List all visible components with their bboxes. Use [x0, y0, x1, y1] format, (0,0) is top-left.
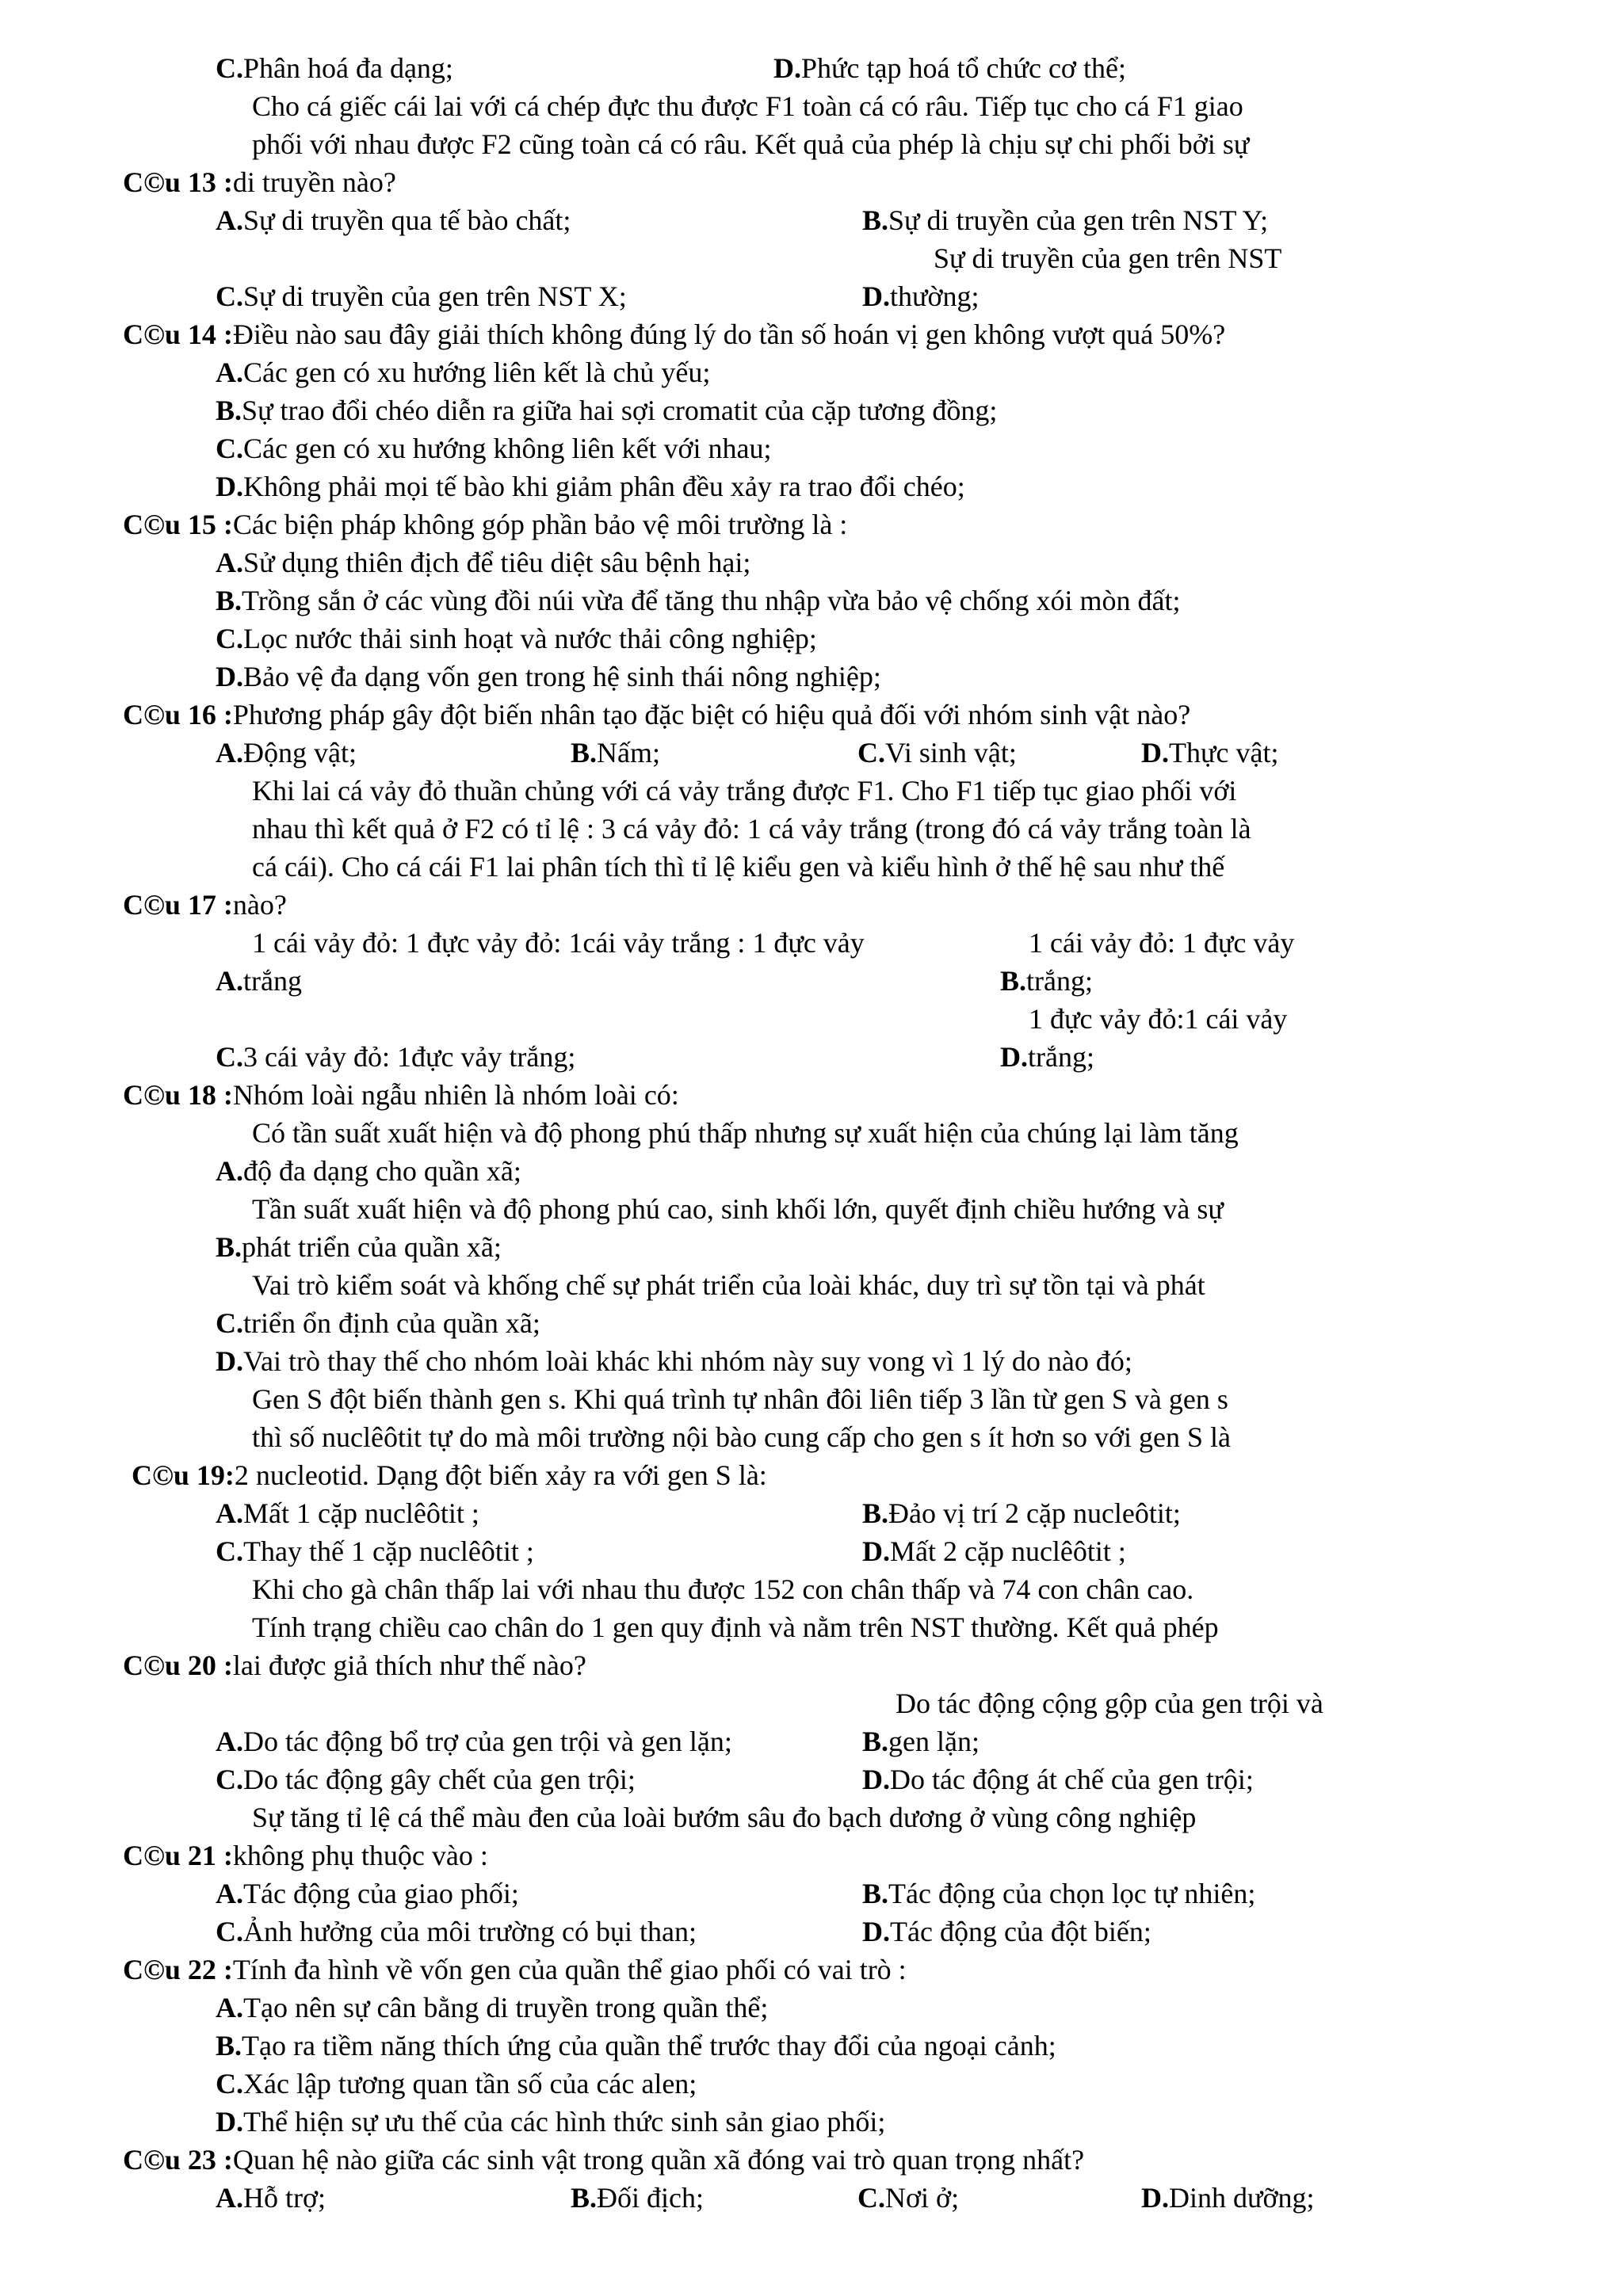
line-label: D. — [862, 280, 890, 312]
line-label: C©u 17 : — [123, 889, 233, 921]
answer-option — [216, 1343, 1132, 1379]
line-label: D. — [862, 1764, 890, 1795]
line-text: Do tác động át chế của gen trội; — [890, 1764, 1254, 1795]
line-text: 2 nucleotid. Dạng đột biến xảy ra với gen S là: — [234, 1459, 767, 1491]
answer-option — [216, 2180, 326, 2216]
line-label: C. — [857, 2182, 885, 2214]
line-label: B. — [216, 2030, 242, 2061]
answer-option — [857, 2180, 959, 2216]
line-label: D. — [216, 1345, 243, 1377]
line-label: D. — [862, 1535, 890, 1567]
line-label: A. — [216, 1878, 243, 1909]
answer-option — [216, 2027, 1056, 2064]
line-text: Sự tăng tỉ lệ cá thể màu đen của loài bướm sâu đo bạch dương ở vùng công nghiệp — [252, 1802, 1197, 1833]
line-label: C©u 16 : — [123, 699, 233, 730]
line-text: phát triển của quần xã; — [242, 1231, 502, 1263]
answer-option — [216, 1305, 540, 1341]
line-text: Tính đa hình về vốn gen của quần thể giao phối có vai trò : — [232, 1954, 907, 1985]
line-text: Có tần suất xuất hiện và độ phong phú thấp nhưng sự xuất hiện của chúng lại làm tăng — [252, 1117, 1239, 1149]
line-label: D. — [1000, 1041, 1028, 1073]
line-label: C©u 14 : — [123, 318, 233, 350]
line-text: Trồng sắn ở các vùng đồi núi vừa để tăng thu nhập vừa bảo vệ chống xói mòn đất; — [242, 585, 1181, 616]
answer-option — [862, 1913, 1151, 1950]
line-text: Mất 2 cặp nuclêôtit ; — [890, 1535, 1126, 1567]
answer-option — [862, 278, 980, 315]
line-text: Nấm; — [597, 737, 660, 769]
line-text: không phụ thuộc vào : — [232, 1840, 488, 1871]
text-line — [252, 1799, 1196, 1836]
line-text: Vi sinh vật; — [885, 737, 1017, 769]
line-label: A. — [216, 965, 243, 997]
question-line — [123, 506, 847, 543]
text-line — [252, 1115, 1239, 1151]
line-text: Sự di truyền qua tế bào chất; — [243, 204, 571, 236]
line-label: D. — [1141, 737, 1169, 769]
line-text: 1 đực vảy đỏ:1 cái vảy — [1029, 1003, 1288, 1035]
answer-option — [216, 620, 817, 657]
answer-option — [857, 734, 1017, 771]
answer-option — [216, 1875, 519, 1912]
line-label: A. — [216, 1155, 243, 1187]
line-text: 1 cái vảy đỏ: 1 đực vảy — [1029, 927, 1295, 959]
line-text: trắng; — [1028, 1041, 1094, 1073]
answer-option — [216, 734, 357, 771]
line-label: B. — [862, 1497, 889, 1529]
line-label: A. — [216, 1726, 243, 1757]
question-line — [132, 1457, 767, 1493]
line-text: Mất 1 cặp nuclêôtit ; — [243, 1497, 479, 1529]
line-text: 1 cái vảy đỏ: 1 đực vảy đỏ: 1cái vảy trắng : 1 đực vảy — [252, 927, 865, 959]
line-text: Do tác động cộng gộp của gen trội và — [896, 1688, 1323, 1719]
answer-option — [216, 1533, 534, 1569]
line-text: Các gen có xu hướng liên kết là chủ yếu; — [243, 357, 711, 388]
answer-option — [216, 354, 710, 391]
line-label: D. — [1141, 2182, 1169, 2214]
answer-option — [216, 1723, 732, 1760]
line-text: Bảo vệ đa dạng vốn gen trong hệ sinh thái nông nghiệp; — [243, 661, 881, 692]
answer-option — [216, 2065, 697, 2102]
text-line — [252, 126, 1249, 162]
line-label: B. — [216, 585, 242, 616]
answer-option — [216, 1229, 502, 1265]
line-label: C. — [216, 1535, 243, 1567]
answer-option — [862, 1495, 1181, 1531]
text-line — [252, 1267, 1205, 1303]
line-text: Tính trạng chiều cao chân do 1 gen quy định và nằm trên NST thường. Kết quả phép — [252, 1611, 1219, 1643]
line-label: A. — [216, 1992, 243, 2023]
line-text: Không phải mọi tế bào khi giảm phân đều xảy ra trao đổi chéo; — [243, 471, 965, 502]
question-line — [123, 316, 1225, 353]
line-label: A. — [216, 1497, 243, 1529]
answer-option — [216, 1989, 768, 2026]
line-text: Nhóm loài ngẫu nhiên là nhóm loài có: — [232, 1079, 679, 1111]
line-text: Phương pháp gây đột biến nhân tạo đặc biệt có hiệu quả đối với nhóm sinh vật nào? — [232, 699, 1191, 730]
line-label: C. — [216, 2068, 243, 2100]
answer-option — [862, 1875, 1255, 1912]
line-label: C. — [216, 1764, 243, 1795]
answer-option — [216, 468, 965, 505]
line-text: phối với nhau được F2 cũng toàn cá có râu. Kết quả của phép là chịu sự chi phối bởi sự — [252, 128, 1250, 160]
line-text: Tạo ra tiềm năng thích ứng của quần thể trước thay đổi của ngoại cảnh; — [242, 2030, 1056, 2061]
line-label: A. — [216, 737, 243, 769]
line-text: Sự di truyền của gen trên NST Y; — [888, 204, 1269, 236]
line-text: Đối địch; — [597, 2182, 704, 2214]
line-text: Xác lập tương quan tần số của các alen; — [243, 2068, 697, 2100]
line-text: Gen S đột biến thành gen s. Khi quá trình tự nhân đôi liên tiếp 3 lần từ gen S và gen s — [252, 1383, 1228, 1415]
answer-option — [571, 2180, 704, 2216]
line-text: Thực vật; — [1169, 737, 1279, 769]
answer-option — [862, 202, 1268, 238]
line-text: Động vật; — [243, 737, 357, 769]
answer-option — [216, 392, 997, 429]
line-text: di truyền nào? — [232, 166, 396, 198]
text-line — [252, 1419, 1231, 1455]
answer-option — [216, 1039, 575, 1075]
line-text: Do tác động gây chết của gen trội; — [243, 1764, 636, 1795]
question-line — [123, 887, 287, 923]
line-text: Đảo vị trí 2 cặp nucleôtit; — [888, 1497, 1181, 1529]
answer-option — [773, 50, 1126, 86]
answer-option — [862, 1533, 1126, 1569]
answer-option — [216, 582, 1181, 619]
text-line — [252, 1571, 1193, 1608]
line-text: Quan hệ nào giữa các sinh vật trong quần xã đóng vai trò quan trọng nhất? — [232, 2144, 1085, 2176]
line-label: D. — [216, 471, 243, 502]
line-text: triển ổn định của quần xã; — [243, 1307, 540, 1339]
line-text: Sự di truyền của gen trên NST — [934, 242, 1282, 274]
line-text: Ảnh hưởng của môi trường có bụi than; — [243, 1916, 697, 1947]
line-label: C©u 20 : — [123, 1650, 233, 1681]
text-line — [252, 772, 1236, 809]
line-text: Sự trao đổi chéo diễn ra giữa hai sợi cromatit của cặp tương đồng; — [242, 395, 998, 426]
line-text: Sự di truyền của gen trên NST X; — [243, 280, 627, 312]
line-text: Thay thế 1 cặp nuclêôtit ; — [243, 1535, 534, 1567]
line-label: B. — [216, 1231, 242, 1263]
text-line — [252, 810, 1251, 847]
line-label: C©u 23 : — [123, 2144, 233, 2176]
line-text: trắng — [243, 965, 302, 997]
answer-option — [216, 430, 771, 467]
answer-option — [1000, 963, 1093, 999]
line-text: Do tác động bổ trợ của gen trội và gen lặn; — [243, 1726, 732, 1757]
line-text: Các gen có xu hướng không liên kết với nhau; — [243, 433, 772, 464]
answer-option — [216, 1495, 479, 1531]
answer-option — [216, 1913, 697, 1950]
line-label: A. — [216, 547, 243, 578]
answer-option — [1141, 2180, 1315, 2216]
line-label: B. — [862, 1878, 889, 1909]
question-line — [123, 1077, 679, 1113]
text-line — [896, 1685, 1323, 1722]
line-label: A. — [216, 357, 243, 388]
question-line — [123, 2142, 1084, 2178]
line-label: C©u 18 : — [123, 1079, 233, 1111]
answer-option — [862, 1723, 980, 1760]
line-text: nào? — [232, 889, 287, 921]
line-text: Tần suất xuất hiện và độ phong phú cao, sinh khối lớn, quyết định chiều hướng và sự — [252, 1193, 1224, 1225]
text-line — [934, 240, 1281, 277]
question-line — [123, 1837, 488, 1874]
line-text: thường; — [890, 280, 980, 312]
text-line — [252, 88, 1243, 124]
question-line — [123, 1951, 907, 1988]
line-text: Sử dụng thiên địch để tiêu diệt sâu bệnh hại; — [243, 547, 751, 578]
line-text: Hỗ trợ; — [243, 2182, 327, 2214]
line-text: Các biện pháp không góp phần bảo vệ môi trường là : — [232, 509, 848, 540]
text-line — [252, 1381, 1228, 1417]
line-label: D. — [216, 661, 243, 692]
question-line — [123, 696, 1190, 733]
line-text: 3 cái vảy đỏ: 1đực vảy trắng; — [243, 1041, 576, 1073]
line-text: cá cái). Cho cá cái F1 lai phân tích thì tỉ lệ kiểu gen và kiểu hình ở thế hệ sau như thế — [252, 851, 1225, 883]
line-text: Dinh dưỡng; — [1169, 2182, 1315, 2214]
line-text: Tác động của đột biến; — [890, 1916, 1151, 1947]
line-label: C. — [216, 1041, 243, 1073]
answer-option — [862, 1761, 1254, 1798]
line-text: nhau thì kết quả ở F2 có tỉ lệ : 3 cá vảy đỏ: 1 cá vảy trắng (trong đó cá vảy trắng toàn là — [252, 813, 1251, 845]
line-label: D. — [773, 52, 801, 84]
answer-option — [216, 50, 453, 86]
line-text: Điều nào sau đây giải thích không đúng lý do tần số hoán vị gen không vượt quá 50%? — [232, 318, 1226, 350]
line-text: Cho cá giếc cái lai với cá chép đực thu được F1 toàn cá có râu. Tiếp tục cho cá F1 giao — [252, 90, 1243, 122]
line-label: C. — [216, 433, 243, 464]
question-line — [123, 164, 396, 200]
line-label: B. — [571, 737, 598, 769]
answer-option — [216, 1153, 521, 1189]
line-text: Khi lai cá vảy đỏ thuần chủng với cá vảy trắng được F1. Cho F1 tiếp tục giao phối với — [252, 775, 1237, 807]
line-label: B. — [862, 1726, 889, 1757]
line-label: C©u 19: — [132, 1459, 235, 1491]
answer-option — [216, 1761, 636, 1798]
line-text: Nơi ở; — [885, 2182, 960, 2214]
line-label: C. — [216, 1307, 243, 1339]
line-label: C. — [216, 1916, 243, 1947]
answer-option — [216, 2103, 885, 2140]
line-label: C©u 21 : — [123, 1840, 233, 1871]
line-label: C©u 22 : — [123, 1954, 233, 1985]
line-label: C©u 15 : — [123, 509, 233, 540]
answer-option — [571, 734, 660, 771]
line-label: B. — [571, 2182, 598, 2214]
line-text: Tác động của giao phối; — [243, 1878, 519, 1909]
answer-option — [1141, 734, 1278, 771]
line-text: Khi cho gà chân thấp lai với nhau thu được 152 con chân thấp và 74 con chân cao. — [252, 1573, 1194, 1605]
line-label: C©u 13 : — [123, 166, 233, 198]
answer-option — [1000, 1039, 1094, 1075]
text-line — [252, 1191, 1224, 1227]
line-label: D. — [862, 1916, 890, 1947]
answer-option — [216, 963, 302, 999]
text-line — [252, 849, 1224, 885]
line-text: Lọc nước thải sinh hoạt và nước thải công nghiệp; — [243, 623, 817, 654]
line-label: C. — [857, 737, 885, 769]
line-text: gen lặn; — [888, 1726, 980, 1757]
line-label: A. — [216, 204, 243, 236]
line-label: C. — [216, 280, 243, 312]
line-text: Phân hoá đa dạng; — [243, 52, 453, 84]
text-line — [252, 1609, 1219, 1646]
answer-option — [216, 278, 627, 315]
text-line — [1029, 1001, 1287, 1037]
line-label: B. — [216, 395, 242, 426]
line-text: Phức tạp hoá tổ chức cơ thể; — [801, 52, 1126, 84]
answer-option — [216, 202, 571, 238]
line-text: trắng; — [1026, 965, 1093, 997]
text-line — [252, 925, 865, 961]
answer-option — [216, 658, 881, 695]
line-label: A. — [216, 2182, 243, 2214]
line-label: C. — [216, 52, 243, 84]
line-label: C. — [216, 623, 243, 654]
line-label: D. — [216, 2106, 243, 2138]
line-text: Tạo nên sự cân bằng di truyền trong quần thể; — [243, 1992, 769, 2023]
line-text: độ đa dạng cho quần xã; — [243, 1155, 521, 1187]
line-text: Vai trò thay thế cho nhóm loài khác khi nhóm này suy vong vì 1 lý do nào đó; — [243, 1345, 1132, 1377]
answer-option — [216, 544, 750, 581]
text-line — [1029, 925, 1294, 961]
line-text: Vai trò kiểm soát và khống chế sự phát triển của loài khác, duy trì sự tồn tại và phát — [252, 1269, 1205, 1301]
line-label: B. — [862, 204, 889, 236]
line-text: thì số nuclêôtit tự do mà môi trường nội bào cung cấp cho gen s ít hơn so với gen S là — [252, 1421, 1231, 1453]
line-text: Thể hiện sự ưu thế của các hình thức sinh sản giao phối; — [243, 2106, 886, 2138]
question-line — [123, 1647, 586, 1684]
line-text: lai được giả thích như thế nào? — [232, 1650, 586, 1681]
line-label: B. — [1000, 965, 1027, 997]
line-text: Tác động của chọn lọc tự nhiên; — [888, 1878, 1256, 1909]
